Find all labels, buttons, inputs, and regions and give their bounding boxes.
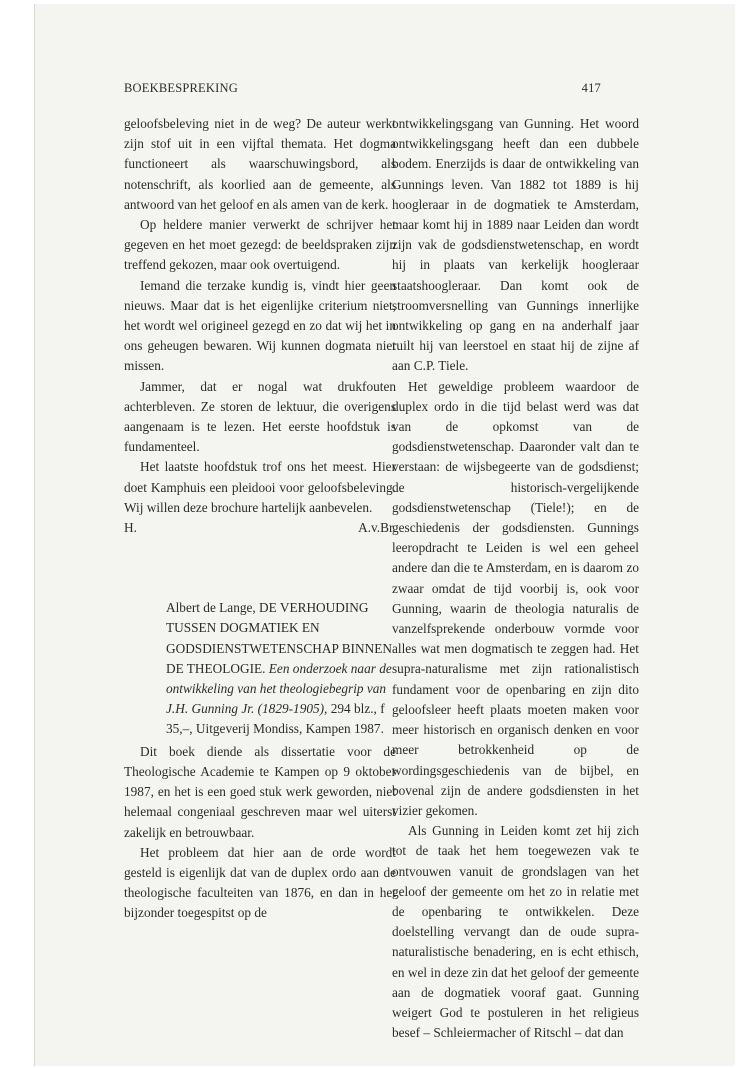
book-subtitle: Een onderzoek naar de ontwikkeling van het theologiebegrip van J.H. Gunning Jr. (1829-1905), [166, 660, 392, 717]
paragraph: Het geweldige probleem waardoor de duplex ordo in die tijd belast werd was dat van de opkomst van de godsdienstwetenschap. Daaronder valt dan te verstaan: de wijsbegeerte van de godsdienst; de historisch-vergelijkende godsdienstwetenschap (Tiele!); en de geschiedenis der godsdiensten. Gunnings leeropdracht te Leiden is wel een geheel andere dan die te Amsterdam, en is daarom zo zwaar omdat de tijd voorbij is, ook voor Gunning, waarin de theologia naturalis de vanzelfsprekende onderbouw vormde voor alles wat men dogmatisch te zeggen had. Het supra-naturalisme met zijn rationalistisch fundament voor de openbaring en zijn dito geloofsleer heeft plaats moeten maken voor meer historisch en organisch denken en voor meer betrokkenheid op de wordingsgeschiedenis van de bijbel, en bovenal zijn de andere godsdiensten in het vizier gekomen. [392, 378, 639, 818]
paragraph: Op heldere manier verwerkt de schrijver het gegeven en het moet gezegd: de beeldspraken zijn treffend gekozen, maar ook overtuigend. [124, 217, 396, 273]
page [34, 4, 735, 1066]
reviewer-signature: A.v.Br. [358, 520, 396, 536]
running-header [124, 81, 601, 96]
section-title: BOEKBESPREKING [124, 81, 238, 95]
paragraph: Als Gunning in Leiden komt zet hij zich tot de taak het hem toegewezen vak te ontvouwen vanuit de grondslagen van het geloof der gemeente om het zo in relatie met de openbaring te ontwikkelen. Deze doelstelling vervangt dan de oude supra-naturalistische benadering, en is echt ethisch, en wel in deze zin dat het geloof der gemeente aan de dogmatiek vooraf gaat. Gunning weigert God te postuleren in het religieus besef – Schleiermacher of Ritschl – dat dan [392, 823, 639, 1041]
page-number: 417 [581, 81, 601, 95]
paragraph: Het probleem dat hier aan de orde wordt gesteld is eigenlijk dat van de duplex ordo aan de theologische faculteiten van 1876, en dan in het bijzonder toegespitst op de [124, 844, 396, 921]
paragraph: Jammer, dat er nogal wat drukfouten achterbleven. Ze storen de lektuur, die overigens aangenaam is te lezen. Het eerste hoofdstuk is fundamenteel. [124, 378, 396, 455]
paragraph: Iemand die terzake kundig is, vindt hier geen nieuws. Maar dat is het eigenlijke criterium niet, het wordt wel origineel gezegd en zo dat wij het in ons geheugen bewaren. Wij kunnen dogmata niet missen. [124, 277, 396, 374]
book-author-title: Albert de Lange, DE VERHOUDING TUSSEN DOGMATIEK EN GODSDIENSTWETENSCHAP BINNEN DE THEOLOGIE. [166, 600, 392, 676]
paragraph: Dit boek diende als dissertatie voor de Theologische Academie te Kampen op 9 oktober 1987, en het is een goed stuk werk geworden, niet helemaal congeniaal geschreven maar wel uiterst zakelijk en betrouwbaar. [124, 743, 396, 840]
paragraph: ontwikkelingsgang van Gunning. Het woord ontwikkelingsgang heeft dan een dubbele bodem. Enerzijds is daar de ontwikkeling van Gunnings leven. Van 1882 tot 1889 is hij hoogleraar in de dogmatiek te Amsterdam, maar komt hij in 1889 naar Leiden dan wordt zijn vak de godsdienstwetenschap, en wordt hij in plaats van kerkelijk hoogleraar staatshoogleraar. Dan komt ook de stroomversnelling van Gunnings innerlijke ontwikkeling op gang en na anderhalf jaar ruilt hij van leerstoel en staat hij de zijne af aan C.P. Tiele. [392, 116, 639, 374]
book-reference [166, 598, 396, 739]
signature-initial: H. [124, 520, 137, 536]
paragraph: Het laatste hoofdstuk trof ons het meest. Hier doet Kamphuis een pleidooi voor geloofsbeleving. Wij willen deze brochure hartelijk aanbevelen. [124, 459, 396, 515]
signature-line [124, 518, 396, 538]
book-publication: 294 blz., f 35,–, Uitgeverij Mondiss, Kampen 1987. [166, 701, 385, 737]
left-column [124, 114, 396, 924]
paragraph: geloofsbeleving niet in de weg? De auteur werkt zijn stof uit in een vijftal themata. Het dogma functioneert als waarschuwingsbord, als notenschrift, als koorlied aan de gemeente, als antwoord van het geloof en als amen van de kerk. [124, 116, 396, 212]
right-column [392, 114, 639, 1043]
